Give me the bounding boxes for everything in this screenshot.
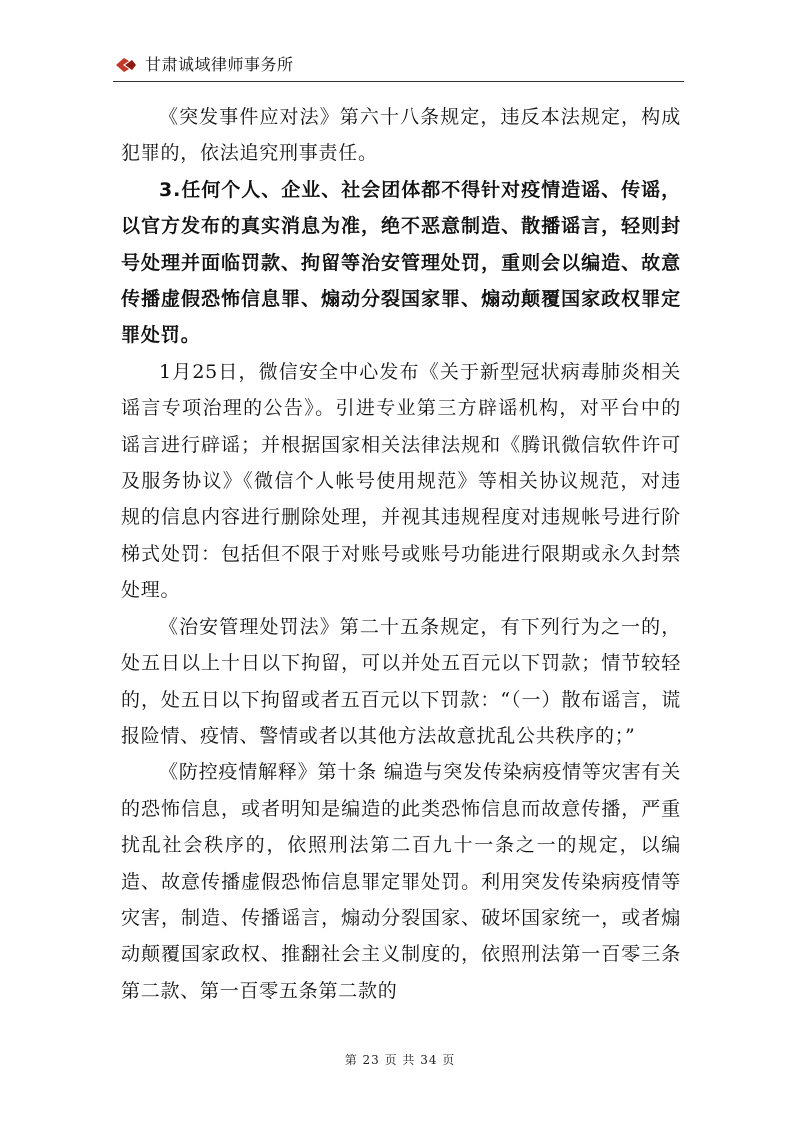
- paragraph-wechat-announcement: 1月25日，微信安全中心发布《关于新型冠状病毒肺炎相关谣言专项治理的公告》。引进专业第三方辟谣机构，对平台中的谣言进行辟谣；并根据国家相关法律法规和《腾讯微信软件许可及服务协议》《微信个人帐号使用规范》等相关协议规范，对违规的信息内容进行删除处理，并视其违规程度对违规帐号进行阶梯式处罚：包括但不限于对账号或账号功能进行限期或永久封禁处理。: [121, 360, 681, 602]
- paragraph-rumor-prohibition: 3.任何个人、企业、社会团体都不得针对疫情造谣、传谣，以官方发布的真实消息为准，绝不恶意制造、散播谣言，轻则封号处理并面临罚款、拘留等治安管理处罚，重则会以编造、故意传播虚假恐怖信息罪、煽动分裂国家罪、煽动颠覆国家政权罪定罪处罚。: [121, 178, 681, 347]
- header-divider: [113, 81, 684, 82]
- paragraph-public-security-law: 《治安管理处罚法》第二十五条规定，有下列行为之一的，处五日以上十日以下拘留，可以并处五百元以下罚款；情节较轻的，处五日以下拘留或者五百元以下罚款：“（一）散布谣言，谎报险情、疫情、警情或者以其他方法故意扰乱公共秩序的；”: [121, 615, 681, 747]
- paragraph-epidemic-interpretation: 《防控疫情解释》第十条 编造与突发传染病疫情等灾害有关的恐怖信息，或者明知是编造的此类恐怖信息而故意传播，严重扰乱社会秩序的，依照刑法第二百九十一条之一的规定，以编造、故意传播虚假恐怖信息罪定罪处罚。利用突发传染病疫情等灾害，制造、传播谣言，煽动分裂国家、破坏国家统一，或者煽动颠覆国家政权、推翻社会主义制度的，依照刑法第一百零三条第二款、第一百零五条第二款的: [121, 761, 681, 1002]
- page-header: [113, 50, 684, 80]
- firm-name: 甘肃诚域律师事务所: [145, 55, 294, 74]
- page-number: 第 23 页 共 34 页: [344, 1053, 456, 1067]
- document-body: [121, 99, 681, 1009]
- firm-logo-icon: [115, 56, 137, 74]
- paragraph-emergency-response-law: 《突发事件应对法》第六十八条规定，违反本法规定，构成犯罪的，依法追究刑事责任。: [121, 106, 681, 165]
